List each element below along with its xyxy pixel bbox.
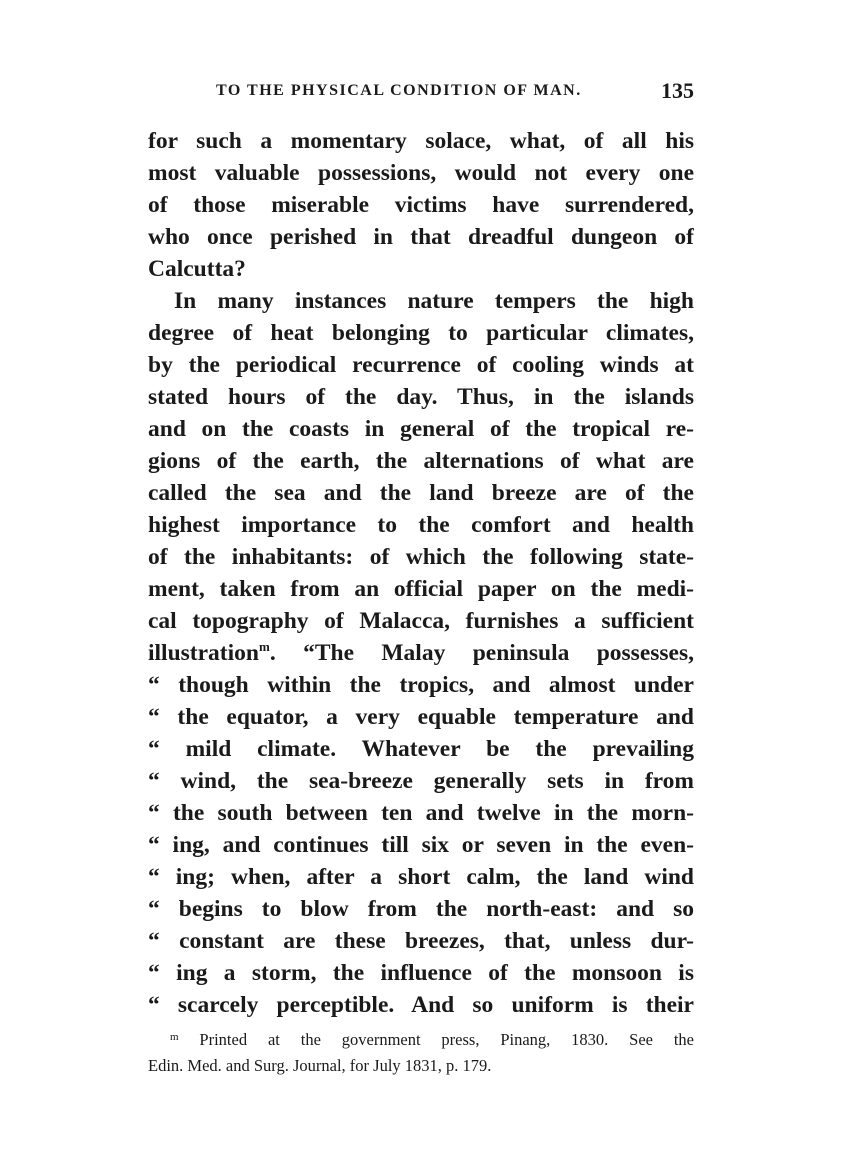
text-line: “ mild climate. Whatever be the prevailing — [148, 736, 694, 762]
footnote-line: Edin. Med. and Surg. Journal, for July 1831, p. 179. — [148, 1056, 492, 1075]
book-page — [148, 70, 694, 1079]
text-line: most valuable possessions, would not every one — [148, 160, 694, 186]
text-line: for such a momentary solace, what, of all his — [148, 128, 694, 154]
text-line: “ ing a storm, the influence of the monsoon is — [148, 960, 694, 986]
text-line: Calcutta? — [148, 256, 246, 282]
text-line: degree of heat belonging to particular climates, — [148, 320, 694, 346]
text-line-with-footnote-ref — [148, 637, 694, 669]
text-fragment: . “The Malay peninsula possesses, — [269, 640, 694, 666]
paragraph-first-line: In many instances nature tempers the high — [174, 288, 694, 314]
text-line: “ ing; when, after a short calm, the land wind — [148, 864, 694, 890]
text-line: “ ing, and continues till six or seven in the even- — [148, 832, 694, 858]
text-line: of the inhabitants: of which the following state- — [148, 544, 694, 570]
text-line: of those miserable victims have surrendered, — [148, 192, 694, 218]
text-line: “ the equator, a very equable temperature and — [148, 704, 694, 730]
body-text — [148, 125, 694, 1021]
text-line: by the periodical recurrence of cooling winds at — [148, 352, 694, 378]
text-line: “ though within the tropics, and almost under — [148, 672, 694, 698]
text-line: gions of the earth, the alternations of what are — [148, 448, 694, 474]
text-line: “ begins to blow from the north-east: and so — [148, 896, 694, 922]
text-line: highest importance to the comfort and health — [148, 512, 694, 538]
running-title: TO THE PHYSICAL CONDITION OF MAN. — [216, 82, 582, 99]
text-fragment: illustration — [148, 640, 259, 666]
text-line: “ scarcely perceptible. And so uniform is their — [148, 992, 694, 1018]
text-line: called the sea and the land breeze are of the — [148, 480, 694, 506]
text-line: “ the south between ten and twelve in the morn- — [148, 800, 694, 826]
footnote-text: Printed at the government press, Pinang, 1830. See the — [178, 1030, 694, 1049]
text-line: “ wind, the sea-breeze generally sets in from — [148, 768, 694, 794]
text-line: stated hours of the day. Thus, in the islands — [148, 384, 694, 410]
text-line: ment, taken from an official paper on the medi- — [148, 576, 694, 602]
running-head — [148, 70, 694, 110]
footnote-mark: m — [170, 1031, 179, 1043]
text-line: who once perished in that dreadful dungeon of — [148, 224, 694, 250]
footnote-reference: m — [258, 639, 270, 654]
footnote — [148, 1027, 694, 1079]
text-line: “ constant are these breezes, that, unless dur- — [148, 928, 694, 954]
text-line: cal topography of Malacca, furnishes a sufficient — [148, 608, 694, 634]
text-line: and on the coasts in general of the tropical re- — [148, 416, 694, 442]
page-number: 135 — [661, 78, 694, 103]
footnote-line — [148, 1027, 694, 1053]
